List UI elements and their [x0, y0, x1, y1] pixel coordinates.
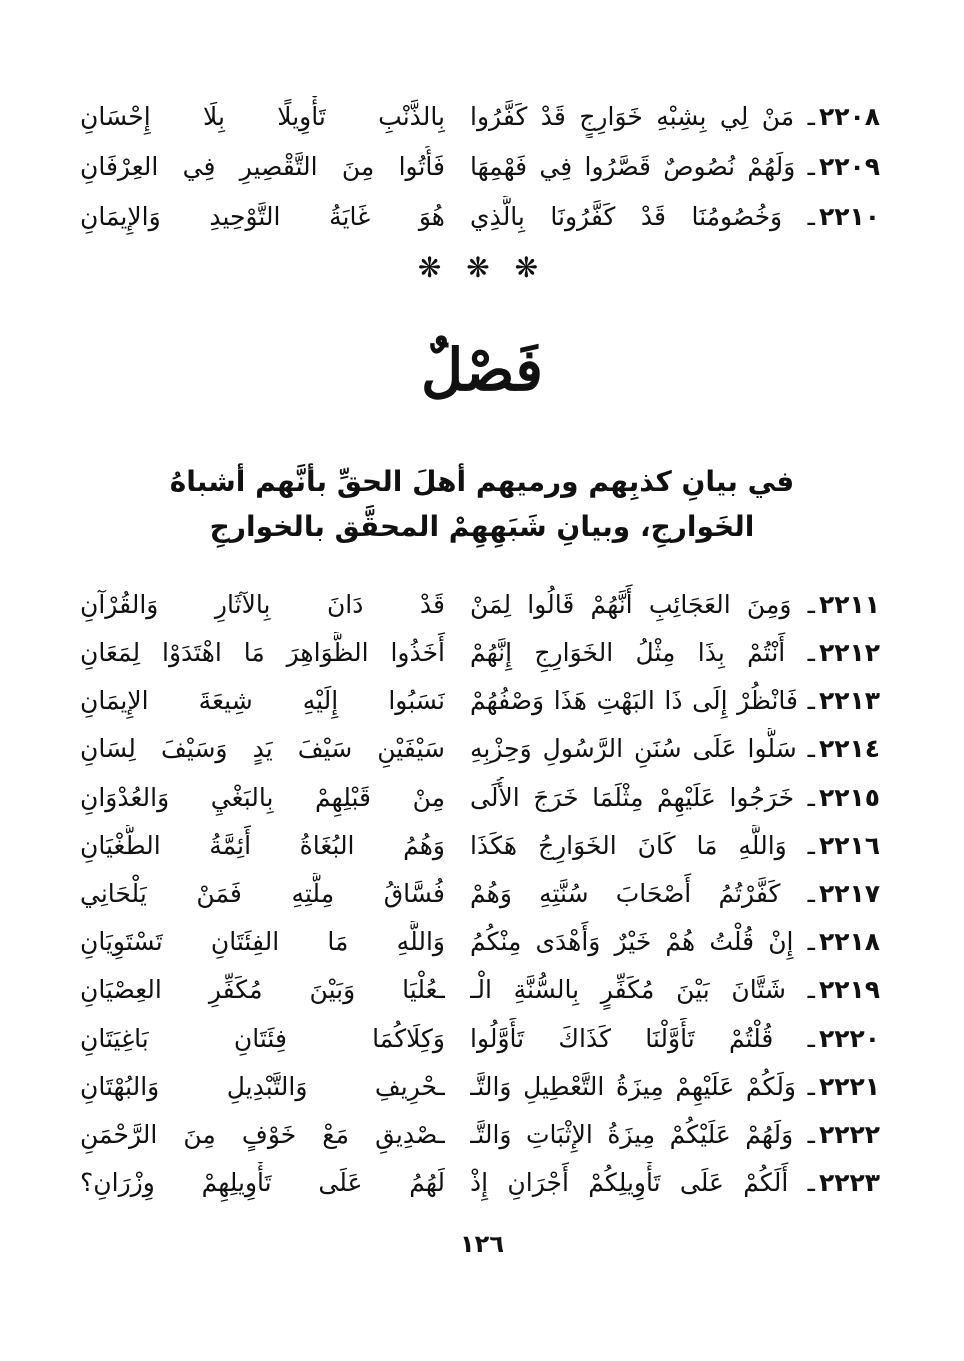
verse-first-hemistich — [470, 196, 880, 238]
verse-first-text: ـ أَنْتُمْ بِذَا مِثْلُ الخَوَارِجِ إِنَّهُمْ — [470, 638, 815, 667]
verse-first-text: ـ أَلَكُمْ عَلَى تَأْوِيلِكُمْ أَجْرَانِ إِذْ — [470, 1168, 815, 1197]
verse-2210 — [80, 196, 880, 238]
verse-second-hemistich: وَهُمُ البُغَاةُ أَئِمَّةُ الطُّغْيَانِ — [80, 831, 445, 860]
verse-first-hemistich — [470, 873, 880, 915]
verse-first-text: ـ إِنْ قُلْتُ هُمْ خَيْرٌ وَأَهْدَى مِنْكُمُ — [470, 927, 815, 956]
verse-second-hemistich: وَكِلَاكُمَا فِئَتَانِ بَاغِيَتَانِ — [80, 1024, 445, 1053]
verse-2215 — [80, 777, 880, 819]
verse-first-text: ـ خَرَجُوا عَلَيْهِمْ مِثْلَمَا خَرَجَ الأُلَى — [470, 783, 815, 812]
verse-first-hemistich — [470, 1066, 880, 1108]
verse-second-hemistich: هُوَ غَايَةُ التَّوْحِيدِ وَالإِيمَانِ — [80, 202, 445, 231]
verse-2211 — [80, 584, 880, 626]
verse-first-hemistich — [470, 777, 880, 819]
verse-second-hemistich: نَسَبُوا إِلَيْهِ شِيعَةَ الإِيمَانِ — [80, 686, 445, 715]
verse-second-hemistich: أَخَذُوا الظَّوَاهِرَ مَا اهْتَدَوْا لِمَعَانِ — [80, 638, 445, 667]
page-number: ١٢٦ — [460, 1230, 504, 1258]
verse-number: ٢٢١٢ — [818, 638, 880, 667]
verse-2213 — [80, 680, 880, 722]
verse-second-hemistich: ـحْرِيفِ وَالتَّبْدِيلِ وَالبُهْتَانِ — [80, 1072, 445, 1101]
verse-first-hemistich — [470, 146, 880, 188]
verse-2220 — [80, 1018, 880, 1060]
verse-first-hemistich — [470, 96, 880, 138]
verse-number: ٢٢٢٣ — [818, 1168, 880, 1197]
verse-first-hemistich — [470, 1018, 880, 1060]
verse-first-text: ـ وَلَهُمْ نُصُوصٌ قَصَّرُوا فِي فَهْمِهَا — [470, 152, 815, 181]
verse-first-text: ـ وَخُصُومُنَا قَدْ كَفَّرُونَا بِالَّذِي — [470, 202, 815, 231]
verse-first-hemistich — [470, 728, 880, 770]
verse-first-hemistich — [470, 825, 880, 867]
verse-second-hemistich: فَأُتُوا مِنَ التَّقْصِيرِ فِي العِرْفَانِ — [80, 152, 445, 181]
verse-first-hemistich — [470, 969, 880, 1011]
verse-2216 — [80, 825, 880, 867]
verse-first-text: ـ مَنْ لِي بِشِبْهِ خَوَارِجٍ قَدْ كَفَّرُوا — [470, 102, 815, 131]
verse-number: ٢٢٢١ — [818, 1072, 880, 1101]
verse-2214 — [80, 728, 880, 770]
verse-number: ٢٢١٩ — [818, 975, 880, 1004]
verse-2219 — [80, 969, 880, 1011]
verse-first-hemistich — [470, 921, 880, 963]
verse-2223 — [80, 1162, 880, 1204]
verse-first-text: ـ شَتَّانَ بَيْنَ مُكَفِّرٍ بِالسُّنَّةِ الْـ — [470, 975, 815, 1004]
verse-first-text: ـ وَمِنَ العَجَائِبِ أَنَّهُمْ قَالُوا لِمَنْ — [470, 590, 815, 619]
verse-2218 — [80, 921, 880, 963]
verse-number: ٢٢١٠ — [818, 202, 880, 231]
chapter-heading-line-1: في بيانِ كذبِهم ورميهم أهلَ الحقِّ بأنَّهم أشباهُ — [169, 465, 795, 498]
verse-number: ٢٢٢٢ — [818, 1120, 880, 1149]
verse-first-text: ـ وَاللَّهِ مَا كَانَ الخَوَارِجُ هَكَذَا — [470, 831, 815, 860]
section-title: فَصْلٌ — [421, 336, 543, 404]
verse-first-text: ـ قُلْتُمْ تَأَوَّلْنَا كَذَاكَ تَأَوَّلُوا — [470, 1024, 815, 1053]
verse-2221 — [80, 1066, 880, 1108]
verse-number: ٢٢١٧ — [818, 879, 880, 908]
verse-second-hemistich: مِنْ قَبْلِهِمْ بِالبَغْيِ وَالعُدْوَانِ — [80, 783, 445, 812]
verse-second-hemistich: سَيْفَيْنِ سَيْفَ يَدٍ وَسَيْفَ لِسَانِ — [80, 734, 445, 763]
verse-second-hemistich: بِالذَّنْبِ تَأْوِيلًا بِلَا إِحْسَانِ — [80, 102, 445, 131]
verse-first-hemistich — [470, 680, 880, 722]
verse-number: ٢٢١٥ — [818, 783, 880, 812]
verse-number: ٢٢١١ — [818, 590, 880, 619]
verse-second-hemistich: ـعُلْيَا وَبَيْنَ مُكَفِّرِ العِصْيَانِ — [80, 975, 445, 1004]
verse-number: ٢٢٢٠ — [818, 1024, 880, 1053]
verse-first-text: ـ فَانْظُرْ إِلَى ذَا البَهْتِ هَذَا وَصْفُهُمْ — [470, 686, 815, 715]
verse-first-text: ـ وَلَكُمْ عَلَيْهِمْ مِيزَةُ التَّعْطِيلِ وَالتَّـ — [470, 1072, 815, 1101]
verse-2222 — [80, 1114, 880, 1156]
verse-number: ٢٢١٨ — [818, 927, 880, 956]
verse-first-hemistich — [470, 1162, 880, 1204]
verse-2212 — [80, 632, 880, 674]
verse-number: ٢٢١٣ — [818, 686, 880, 715]
verse-number: ٢٢٠٨ — [818, 102, 880, 131]
verse-second-hemistich: فُسَّاقُ مِلَّتِهِ فَمَنْ يَلْحَانِي — [80, 879, 445, 908]
chapter-heading-line-2: الخَوارجِ، وبيانِ شَبَهِهِمْ المحقَّق بالخوارجِ — [209, 510, 755, 543]
verse-second-hemistich: قَدْ دَانَ بِالآثَارِ وَالقُرْآنِ — [80, 590, 445, 619]
section-separator: ❋ ❋ ❋ — [417, 251, 547, 284]
verse-number: ٢٢٠٩ — [818, 152, 880, 181]
verse-first-text: ـ كَفَّرْتُمُ أَصْحَابَ سُنَّتِهِ وَهُمْ — [470, 879, 815, 908]
verse-first-text: ـ سَلُّوا عَلَى سُنَنِ الرَّسُولِ وَحِزْبِهِ — [470, 734, 815, 763]
verse-second-hemistich: وَاللَّهِ مَا الفِئَتَانِ تَسْتَوِيَانِ — [80, 927, 445, 956]
verse-2208 — [80, 96, 880, 138]
verse-number: ٢٢١٦ — [818, 831, 880, 860]
verse-2217 — [80, 873, 880, 915]
verse-second-hemistich: ـصْدِيقِ مَعْ خَوْفٍ مِنَ الرَّحْمَنِ — [80, 1120, 445, 1149]
verse-second-hemistich: لَهُمُ عَلَى تَأْوِيلِهِمْ وِزْرَانِ؟ — [80, 1168, 445, 1197]
verse-first-hemistich — [470, 1114, 880, 1156]
verse-number: ٢٢١٤ — [818, 734, 880, 763]
verse-first-text: ـ وَلَهُمْ عَلَيْكُمْ مِيزَةُ الإِثْبَاتِ وَالتَّـ — [470, 1120, 815, 1149]
verse-first-hemistich — [470, 584, 880, 626]
verse-first-hemistich — [470, 632, 880, 674]
verse-2209 — [80, 146, 880, 188]
